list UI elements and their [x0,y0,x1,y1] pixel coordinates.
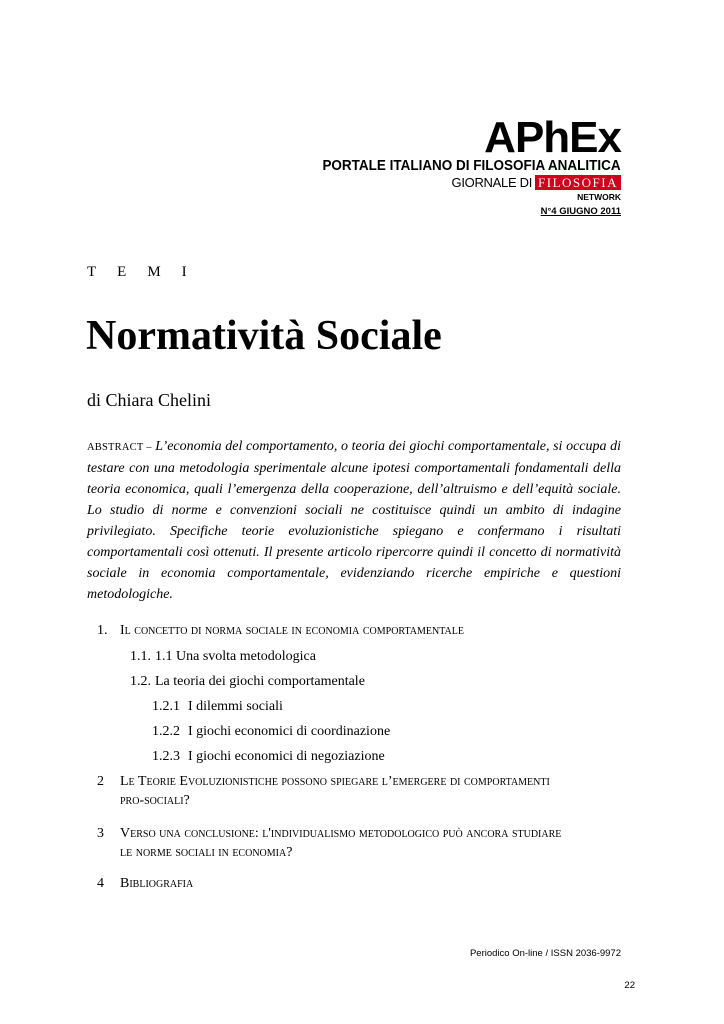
toc-label: I giochi economici di coordinazione [188,724,391,739]
toc-number: 3 [97,826,104,841]
toc-item-1-2-3[interactable] [152,747,385,766]
filosofia-badge: FILOSOFIA [535,175,621,190]
toc-number: 1.1. [130,649,151,664]
article-title: Normatività Sociale [86,313,442,359]
toc-number: 4 [97,876,104,891]
network-label: NETWORK [577,192,621,202]
toc-label: Le Teorie Evoluzionistiche possono spiegare l’emergere di comportamenti [120,774,550,789]
toc-label: I giochi economici di negoziazione [188,749,385,764]
toc-number: 2 [97,774,104,789]
toc-item-2-continued[interactable]: pro-sociali? [120,793,190,808]
footer-issn: Periodico On-line / ISSN 2036-9972 [469,948,621,959]
toc-number: 1.2. [130,674,151,689]
toc-item-1-2[interactable] [130,672,365,691]
page-number: 22 [624,980,635,991]
toc-label: Bibliografia [120,876,194,891]
abstract-text: L’economia del comportamento, o teoria dei giochi comportamentale, si occupa di testare con una metodologia sperimentale alcune ipotesi comportamentali fondamentali della teoria economica, quali l’emergenza della cooperazione, dell’altruismo e dell’equità sociale. Lo studio di norme e convenzioni sociali ne costituisce quindi un ambito di indagine privilegiato. Specifiche teorie evoluzionistiche spiegano e confermano i risultati comportamentali così ottenuti. Il presente articolo ripercorre quindi il concetto di normatività sociale in economia comportamentale, evidenziando ricerche empiriche e questioni metodologiche. [87,439,622,602]
toc-number: 1.2.2 [152,724,180,739]
toc-number: 1. [97,623,108,638]
toc-item-1-1[interactable] [130,647,316,666]
toc-number: 1.2.3 [152,749,180,764]
article-author: di Chiara Chelini [87,390,211,410]
toc-label: La teoria dei giochi comportamentale [155,674,365,689]
issue-label: N°4 GIUGNO 2011 [540,206,621,217]
abstract-label: ABSTRACT – [87,442,152,453]
toc-item-1-2-1[interactable] [152,697,283,716]
toc-item-3[interactable] [97,824,561,843]
giornale-di-label: GIORNALE DI [451,175,533,190]
toc-label: Il concetto di norma sociale in economia comportamentale [120,623,464,638]
toc-number: 1.2.1 [152,699,180,714]
toc-item-1[interactable] [97,621,464,640]
toc-item-2[interactable] [97,772,550,791]
toc-item-1-2-2[interactable] [152,722,390,741]
toc-label: Verso una conclusione: l'individualismo metodologico può ancora studiare [120,826,562,841]
journal-logo: APhEx [484,113,621,162]
section-label: TEMI [87,264,208,280]
journal-subtitle: PORTALE ITALIANO DI FILOSOFIA ANALITICA [322,158,621,174]
toc-label: I dilemmi sociali [188,699,283,714]
toc-item-4[interactable] [97,874,193,893]
toc-label: 1.1 Una svolta metodologica [155,649,316,664]
toc-item-3-continued[interactable]: le norme sociali in economia? [120,845,293,860]
